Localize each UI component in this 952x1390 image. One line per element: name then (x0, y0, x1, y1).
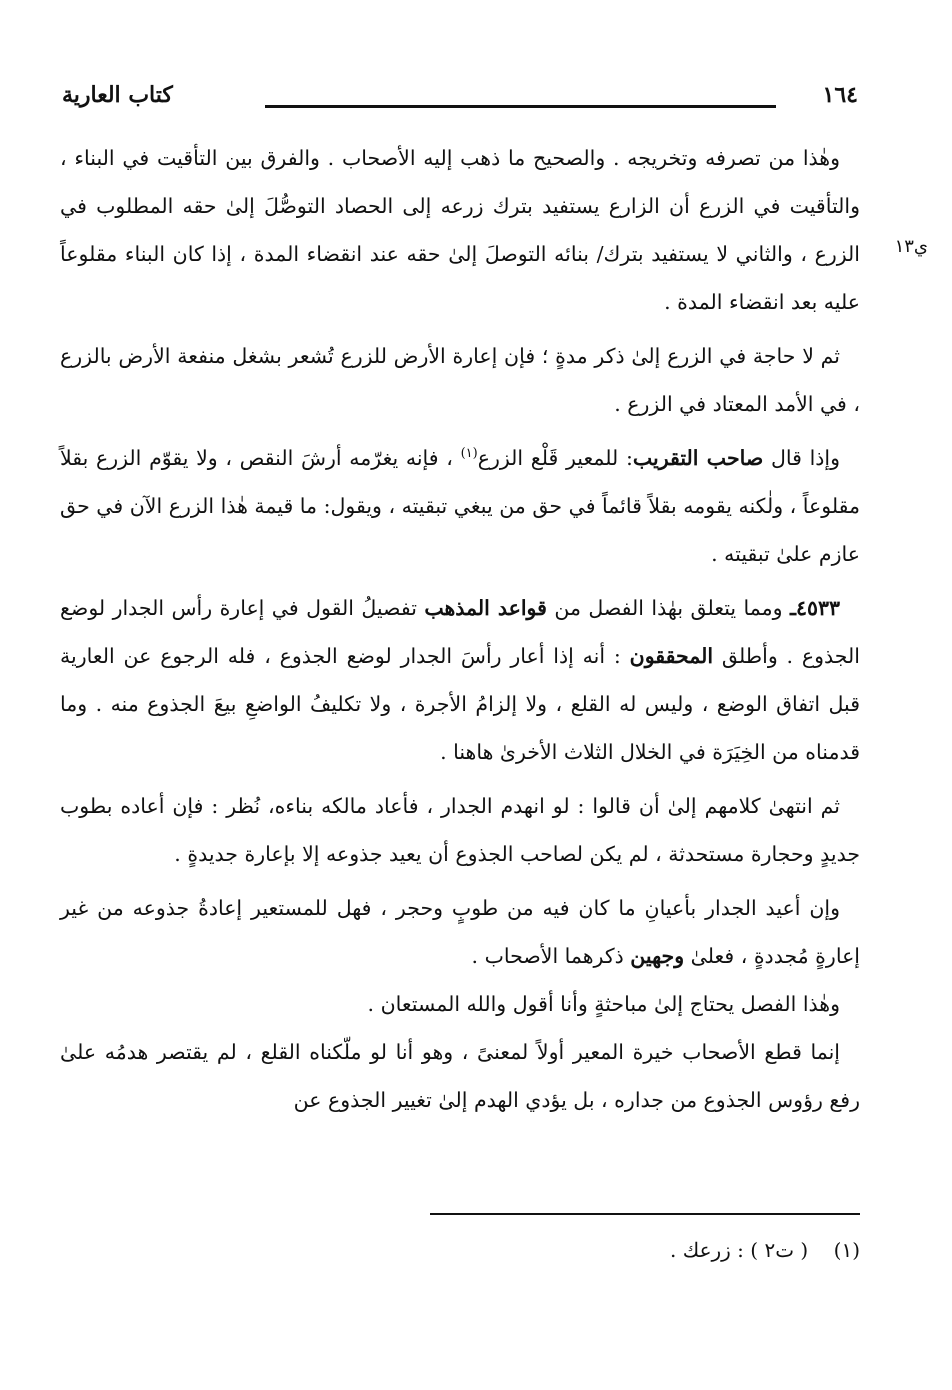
margin-note: ي١٣ (894, 236, 928, 257)
paragraph: وهٰذا الفصل يحتاج إلىٰ مباحثةٍ وأنا أقول والله المستعان . (367, 992, 840, 1016)
header-rule (265, 105, 776, 108)
paragraph: ٤٥٣٣ـ ومما يتعلق بهٰذا الفصل من قواعد المذهب تفصيلُ القول في إعارة رأس الجدار لوضع الجذوع . وأطلق المحققون : أنه إذا أعار رأسَ الجدار لوضع الجذوع ، فله الرجوع عن العارية قبل اتفاق الوضع ، وليس له القلع ، ولا إلزامُ الأجرة ، ولا تكليفُ الواضعِ بيعَ الجذوع منه . وما قدمناه من الخِيَرَة في الخلال الثلاث الأخرىٰ هاهنا . (60, 596, 860, 764)
footnote-ref: (١) (460, 446, 478, 462)
paragraph: وإذا قال صاحب التقريب: للمعير قَلْع الزرع$^{(١)}$ ، فإنه يغرّمه أرشَ النقص ، ولا يقوّم الزرع بقلاً مقلوعاً ، ولٰكنه يقومه بقلاً قائماً في حق من يبغي تبقيته ، ويقول: ما قيمة هٰذا الزرع الآن في حق عازم علىٰ تبقيته . (60, 446, 860, 566)
paragraph: وإن أعيد الجدار بأعيانِ ما كان فيه من طوبٍ وحجر ، فهل للمستعير إعادةُ جذوعه من غير إعارةٍ مُجددةٍ ، فعلىٰ وجهين ذكرهما الأصحاب . (60, 896, 860, 968)
paragraph: إنما قطع الأصحاب خيرة المعير أولاً لمعنىً ، وهو أنا لو ملّكناه القلع ، لم يقتصر هدمُه علىٰ رفع رؤوس الجذوع من جداره ، بل يؤدي الهدم إلىٰ تغيير الجذوع عن (60, 1040, 860, 1112)
author-reference: صاحب التقريب (632, 446, 764, 470)
footnote-rule (430, 1213, 860, 1215)
footnote-text: ( ت٢ ) : زرعك . (670, 1238, 809, 1262)
page-header (60, 78, 860, 118)
section-number: ٤٥٣٣ـ (789, 596, 840, 620)
paragraph: ثم لا حاجة في الزرع إلىٰ ذكر مدةٍ ؛ فإن إعارة الأرض للزرع تُشعر بشغل منفعة الأرض بالزرع ، في الأمد المعتاد في الزرع . (60, 344, 860, 416)
paragraph: ثم انتهىٰ كلامهم إلىٰ أن قالوا : لو انهدم الجدار ، فأعاد مالكه بناءه، نُظر : فإن أعاده بطوب جديدٍ وحجارة مستحدثة ، لم يكن لصاحب الجذوع أن يعيد جذوعه إلا بإعارة جديدةٍ . (60, 794, 860, 866)
footnote (60, 1238, 860, 1262)
body-text (60, 134, 860, 1124)
page-number: ١٦٤ (822, 82, 858, 108)
footnote-number: (١) (833, 1238, 860, 1262)
paragraph: وهٰذا من تصرفه وتخريجه . والصحيح ما ذهب إليه الأصحاب . والفرق بين التأقيت في البناء ، والتأقيت في الزرع أن الزارع يستفيد بترك زرعه إلى الحصاد التوصُّلَ إلىٰ حقه المطلوب في الزرع ، والثاني لا يستفيد بترك/ بنائه التوصلَ إلىٰ حقه عند انقضاء المدة ، إذا كان البناء مقلوعاً عليه بعد انقضاء المدة . (60, 146, 860, 314)
book-title: كتاب العارية (62, 82, 173, 108)
